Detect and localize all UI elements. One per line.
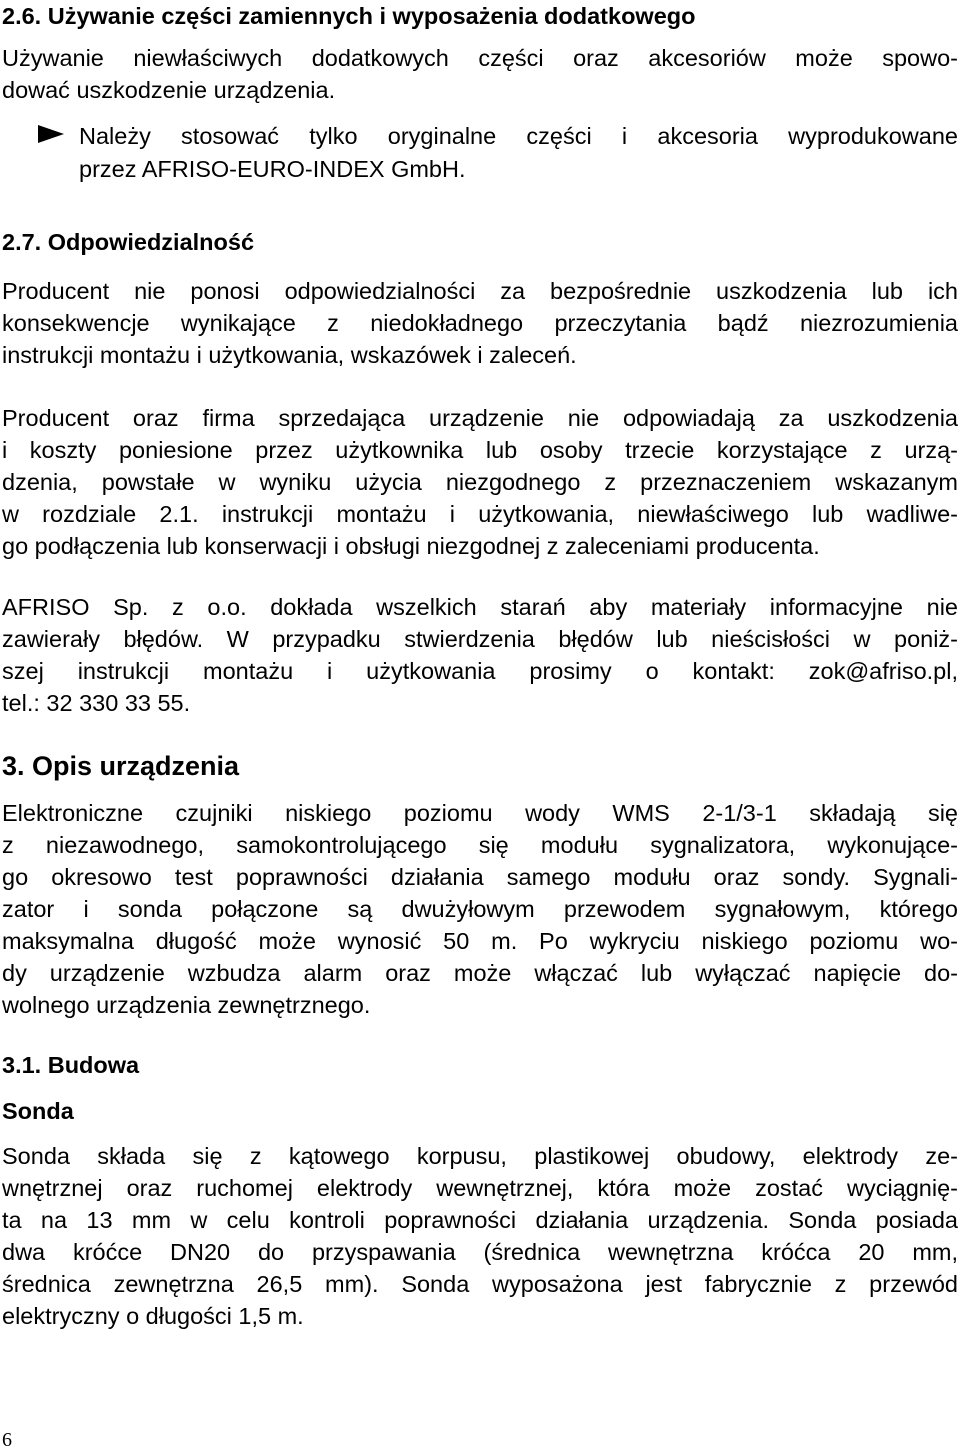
s3-line-7: wolnego urządzenia zewnętrznego. xyxy=(2,992,371,1018)
page-number: 6 xyxy=(2,1429,12,1451)
section-3-heading: 3. Opis urządzenia xyxy=(2,751,240,781)
s31-line-3: ta na 13 mm w celu kontroli poprawności działania urządzenia. Sonda posiada xyxy=(2,1207,958,1233)
bullet-line-2: przez AFRISO-EURO-INDEX GmbH. xyxy=(79,156,466,182)
section-2-7-heading: 2.7. Odpowiedzialność xyxy=(2,229,255,255)
section-2-6-line-1: Używanie niewłaściwych dodatkowych części oraz akcesoriów może spowo- xyxy=(2,45,958,71)
p1-line-2: konsekwencje wynikające z niedokładnego przeczytania bądź niezrozumienia xyxy=(2,310,958,336)
section-3-1-heading: 3.1. Budowa xyxy=(2,1052,140,1078)
p2-line-5: go podłączenia lub konserwacji i obsługi niezgodnej z zaleceniami producenta. xyxy=(2,533,820,559)
s3-line-4: zator i sonda połączone są dwużyłowym przewodem sygnałowym, którego xyxy=(2,896,958,922)
p1-line-1: Producent nie ponosi odpowiedzialności za bezpośrednie uszkodzenia lub ich xyxy=(2,278,958,304)
s31-line-4: dwa króćce DN20 do przyspawania (średnica wewnętrzna króćca 20 mm, xyxy=(2,1239,958,1265)
arrow-bullet-icon xyxy=(38,125,64,143)
section-2-6-heading: 2.6. Używanie części zamiennych i wyposażenia dodatkowego xyxy=(2,3,696,29)
bullet-line-1: Należy stosować tylko oryginalne części i akcesoria wyprodukowane xyxy=(79,123,958,149)
s31-line-2: wnętrznej oraz ruchomej elektrody wewnętrznej, która może zostać wyciągnię- xyxy=(2,1175,958,1201)
s3-line-1: Elektroniczne czujniki niskiego poziomu wody WMS 2-1/3-1 składają się xyxy=(2,800,958,826)
p2-line-2: i koszty poniesione przez użytkownika lub osoby trzecie korzystające z urzą- xyxy=(2,437,958,463)
p3-line-1: AFRISO Sp. z o.o. dokłada wszelkich starań aby materiały informacyjne nie xyxy=(2,594,958,620)
p3-line-3: szej instrukcji montażu i użytkowania prosimy o kontakt: zok@afriso.pl, xyxy=(2,658,958,684)
p3-line-4: tel.: 32 330 33 55. xyxy=(2,690,191,716)
p3-line-2: zawierały błędów. W przypadku stwierdzenia błędów lub nieścisłości w poniż- xyxy=(2,626,958,652)
sonda-subheading: Sonda xyxy=(2,1098,74,1124)
s31-line-1: Sonda składa się z kątowego korpusu, plastikowej obudowy, elektrody ze- xyxy=(2,1143,958,1169)
s3-line-6: dy urządzenie wzbudza alarm oraz może włączać lub wyłączać napięcie do- xyxy=(2,960,958,986)
s3-line-5: maksymalna długość może wynosić 50 m. Po wykryciu niskiego poziomu wo- xyxy=(2,928,958,954)
s3-line-3: go okresowo test poprawności działania samego modułu oraz sondy. Sygnali- xyxy=(2,864,958,890)
p2-line-1: Producent oraz firma sprzedająca urządzenie nie odpowiadają za uszkodzenia xyxy=(2,405,958,431)
s3-line-2: z niezawodnego, samokontrolującego się modułu sygnalizatora, wykonujące- xyxy=(2,832,958,858)
s31-line-5: średnica zewnętrzna 26,5 mm). Sonda wyposażona jest fabrycznie z przewód xyxy=(2,1271,958,1297)
s31-line-6: elektryczny o długości 1,5 m. xyxy=(2,1303,304,1329)
p2-line-3: dzenia, powstałe w wyniku użycia niezgodnego z przeznaczeniem wskazanym xyxy=(2,469,958,495)
p1-line-3: instrukcji montażu i użytkowania, wskazówek i zaleceń. xyxy=(2,342,577,368)
p2-line-4: w rozdziale 2.1. instrukcji montażu i użytkowania, niewłaściwego lub wadliwe- xyxy=(2,501,958,527)
section-2-6-line-2: dować uszkodzenie urządzenia. xyxy=(2,77,336,103)
